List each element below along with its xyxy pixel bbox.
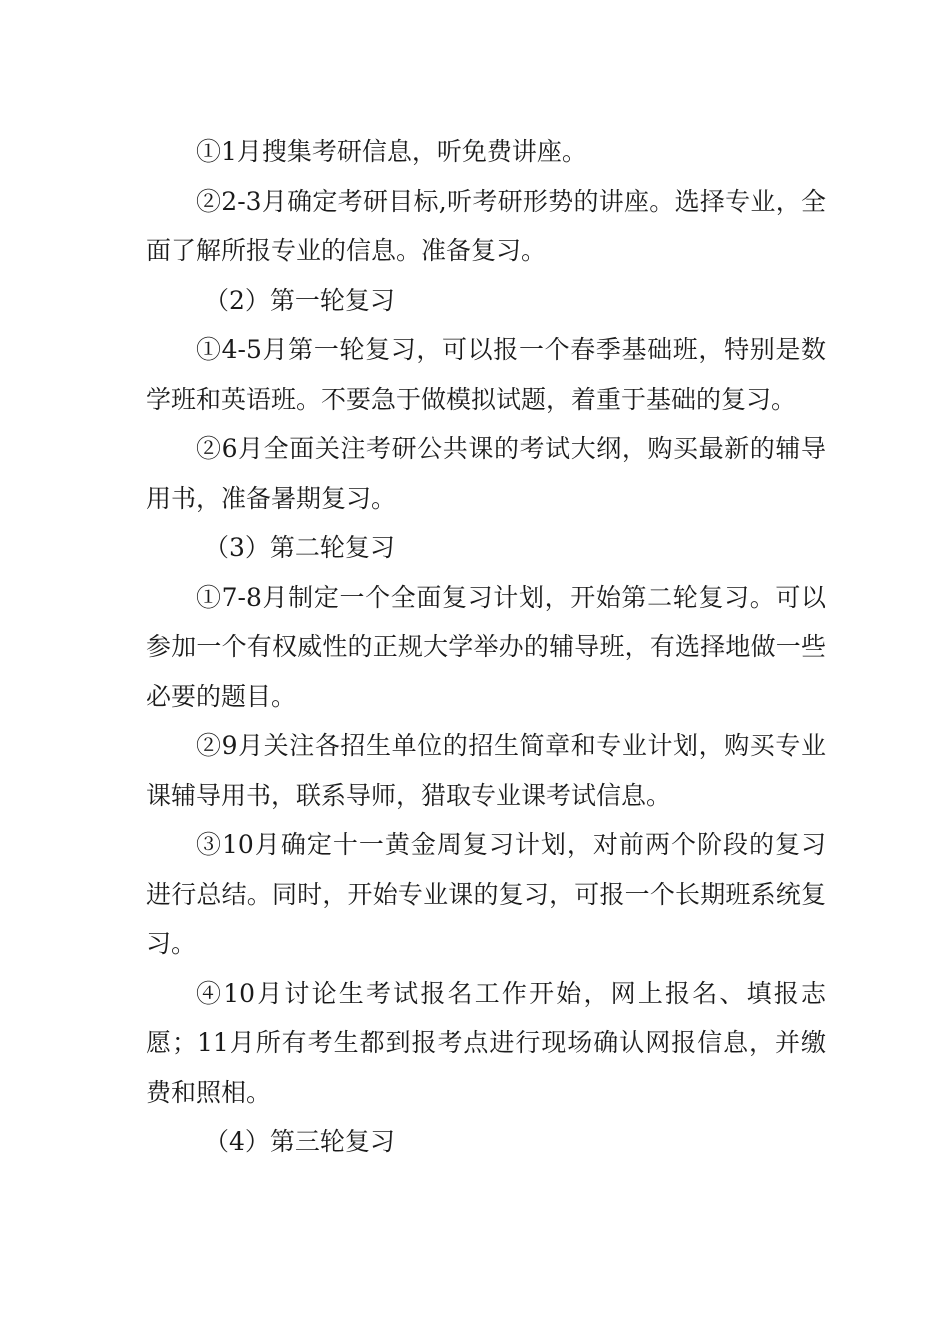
paragraph-apr-may: ①4-5月第一轮复习，可以报一个春季基础班，特别是数学班和英语班。不要急于做模拟试题，着重于基础的复习。 (146, 335, 826, 414)
paragraph-jun: ②6月全面关注考研公共课的考试大纲，购买最新的辅导用书，准备暑期复习。 (146, 434, 826, 513)
section-heading-first-round: （2）第一轮复习 (204, 285, 395, 315)
paragraph-feb-mar: ②2-3月确定考研目标,听考研形势的讲座。选择专业，全面了解所报专业的信息。准备复习。 (146, 186, 826, 265)
paragraph-sep: ②9月关注各招生单位的招生简章和专业计划，购买专业课辅导用书，联系导师，猎取专业课考试信息。 (146, 731, 826, 810)
paragraph-jul-aug: ①7-8月制定一个全面复习计划，开始第二轮复习。可以参加一个有权威性的正规大学举办的辅导班，有选择地做一些必要的题目。 (146, 582, 826, 711)
paragraph-jan: ①1月搜集考研信息，听免费讲座。 (196, 137, 587, 166)
section-heading-third-round: （4）第三轮复习 (204, 1127, 395, 1156)
section-heading-second-round: （3）第二轮复习 (204, 533, 395, 562)
paragraph-oct-registration: ④10月讨论生考试报名工作开始，网上报名、填报志愿；11月所有考生都到报考点进行现场确认网报信息，并缴费和照相。 (146, 978, 826, 1107)
paragraph-oct-plan: ③10月确定十一黄金周复习计划，对前两个阶段的复习进行总结。同时，开始专业课的复习，可报一个长期班系统复习。 (146, 830, 826, 958)
document-body (146, 127, 826, 1167)
